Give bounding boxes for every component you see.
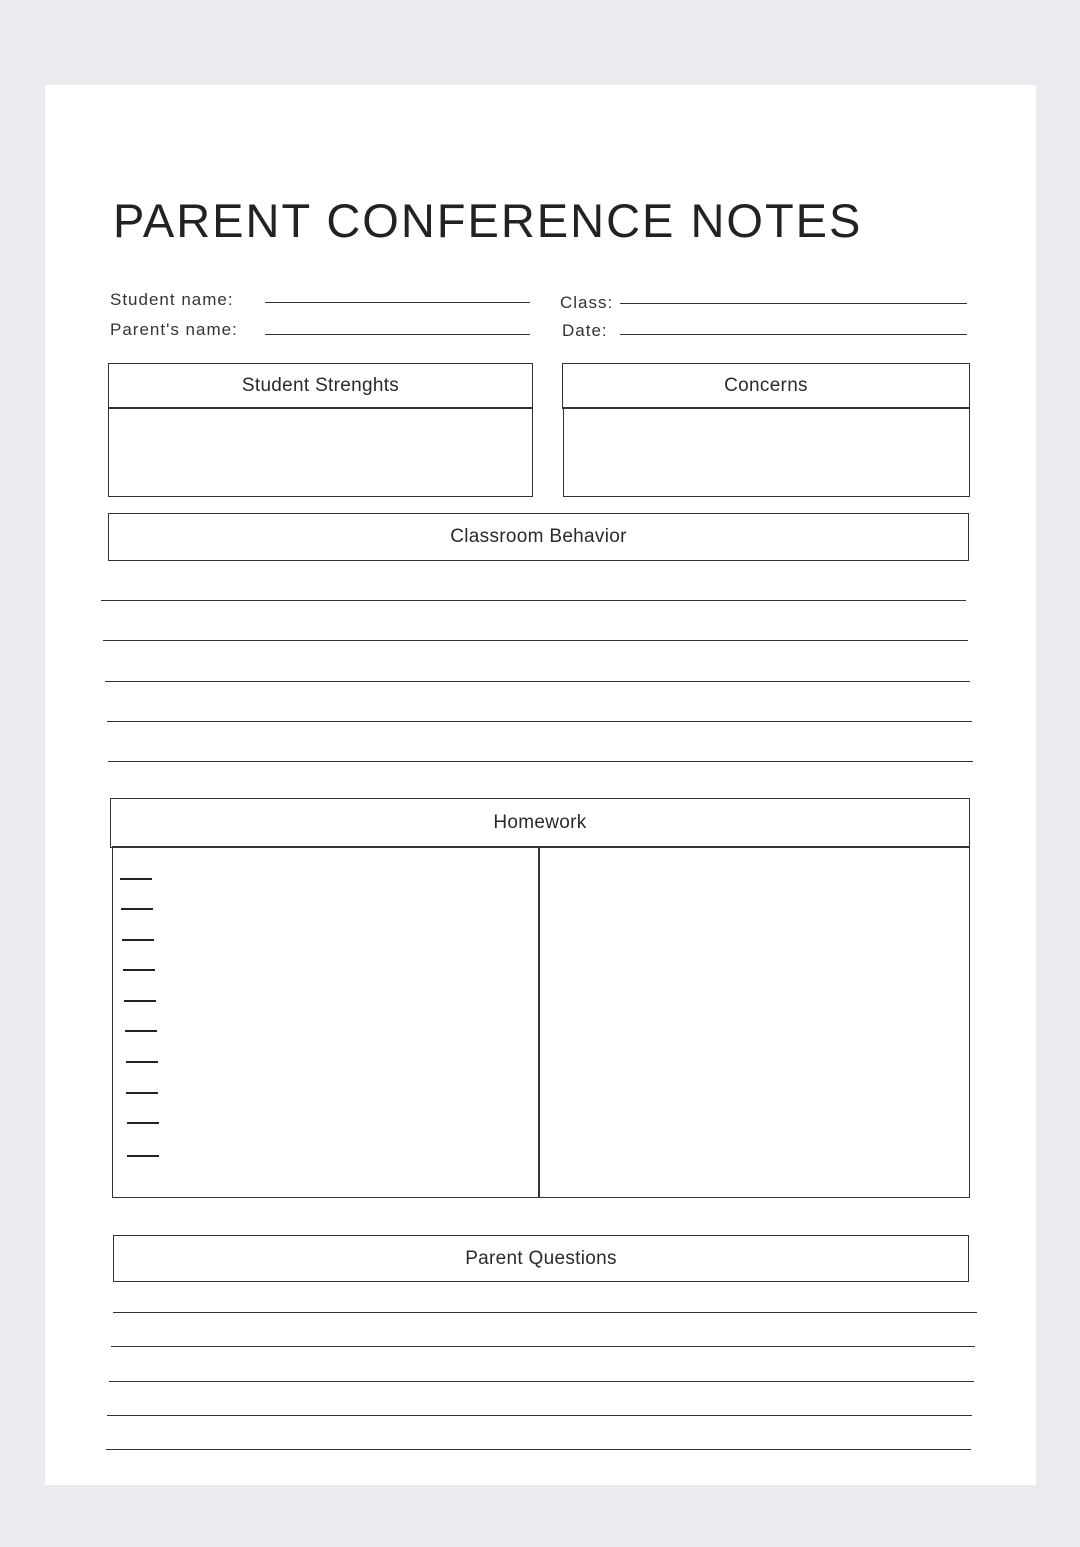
homework-dash (126, 1092, 158, 1094)
student-name-label: Student name: (110, 290, 234, 309)
questions-line-1[interactable] (113, 1312, 977, 1313)
homework-right-box[interactable] (538, 846, 970, 1198)
homework-dash (122, 939, 154, 941)
concerns-header (562, 363, 970, 409)
homework-left-box[interactable] (112, 846, 540, 1198)
homework-dash (127, 1122, 159, 1124)
class-line[interactable] (620, 303, 967, 304)
behavior-line-5[interactable] (108, 761, 973, 762)
date-label: Date: (562, 321, 608, 340)
page-title: PARENT CONFERENCE NOTES (113, 194, 863, 247)
homework-header (110, 798, 970, 848)
questions-header (113, 1235, 969, 1282)
behavior-line-1[interactable] (101, 600, 966, 601)
concerns-box[interactable] (563, 407, 970, 497)
homework-dash (124, 1000, 156, 1002)
class-label: Class: (560, 293, 614, 312)
behavior-line-4[interactable] (107, 721, 972, 722)
homework-dash (123, 969, 155, 971)
behavior-line-3[interactable] (105, 681, 970, 682)
homework-dash (120, 878, 152, 880)
strengths-box[interactable] (108, 407, 533, 497)
questions-line-4[interactable] (107, 1415, 972, 1416)
parents-name-label: Parent's name: (110, 320, 238, 339)
date-line[interactable] (620, 334, 967, 335)
concerns-title: Concerns (724, 375, 808, 396)
homework-dash (127, 1155, 159, 1157)
questions-title: Parent Questions (465, 1247, 617, 1269)
homework-dash (121, 908, 153, 910)
behavior-header (108, 513, 969, 561)
homework-title: Homework (493, 812, 587, 833)
questions-line-5[interactable] (106, 1449, 971, 1450)
student-name-line[interactable] (265, 302, 530, 303)
behavior-line-2[interactable] (103, 640, 968, 641)
homework-dash (126, 1061, 158, 1063)
behavior-title: Classroom Behavior (450, 526, 627, 547)
questions-line-3[interactable] (109, 1381, 974, 1382)
strengths-title: Student Strenghts (241, 375, 400, 396)
homework-dash (125, 1030, 157, 1032)
strengths-header (108, 363, 533, 409)
parents-name-line[interactable] (265, 334, 530, 335)
questions-line-2[interactable] (111, 1346, 975, 1347)
